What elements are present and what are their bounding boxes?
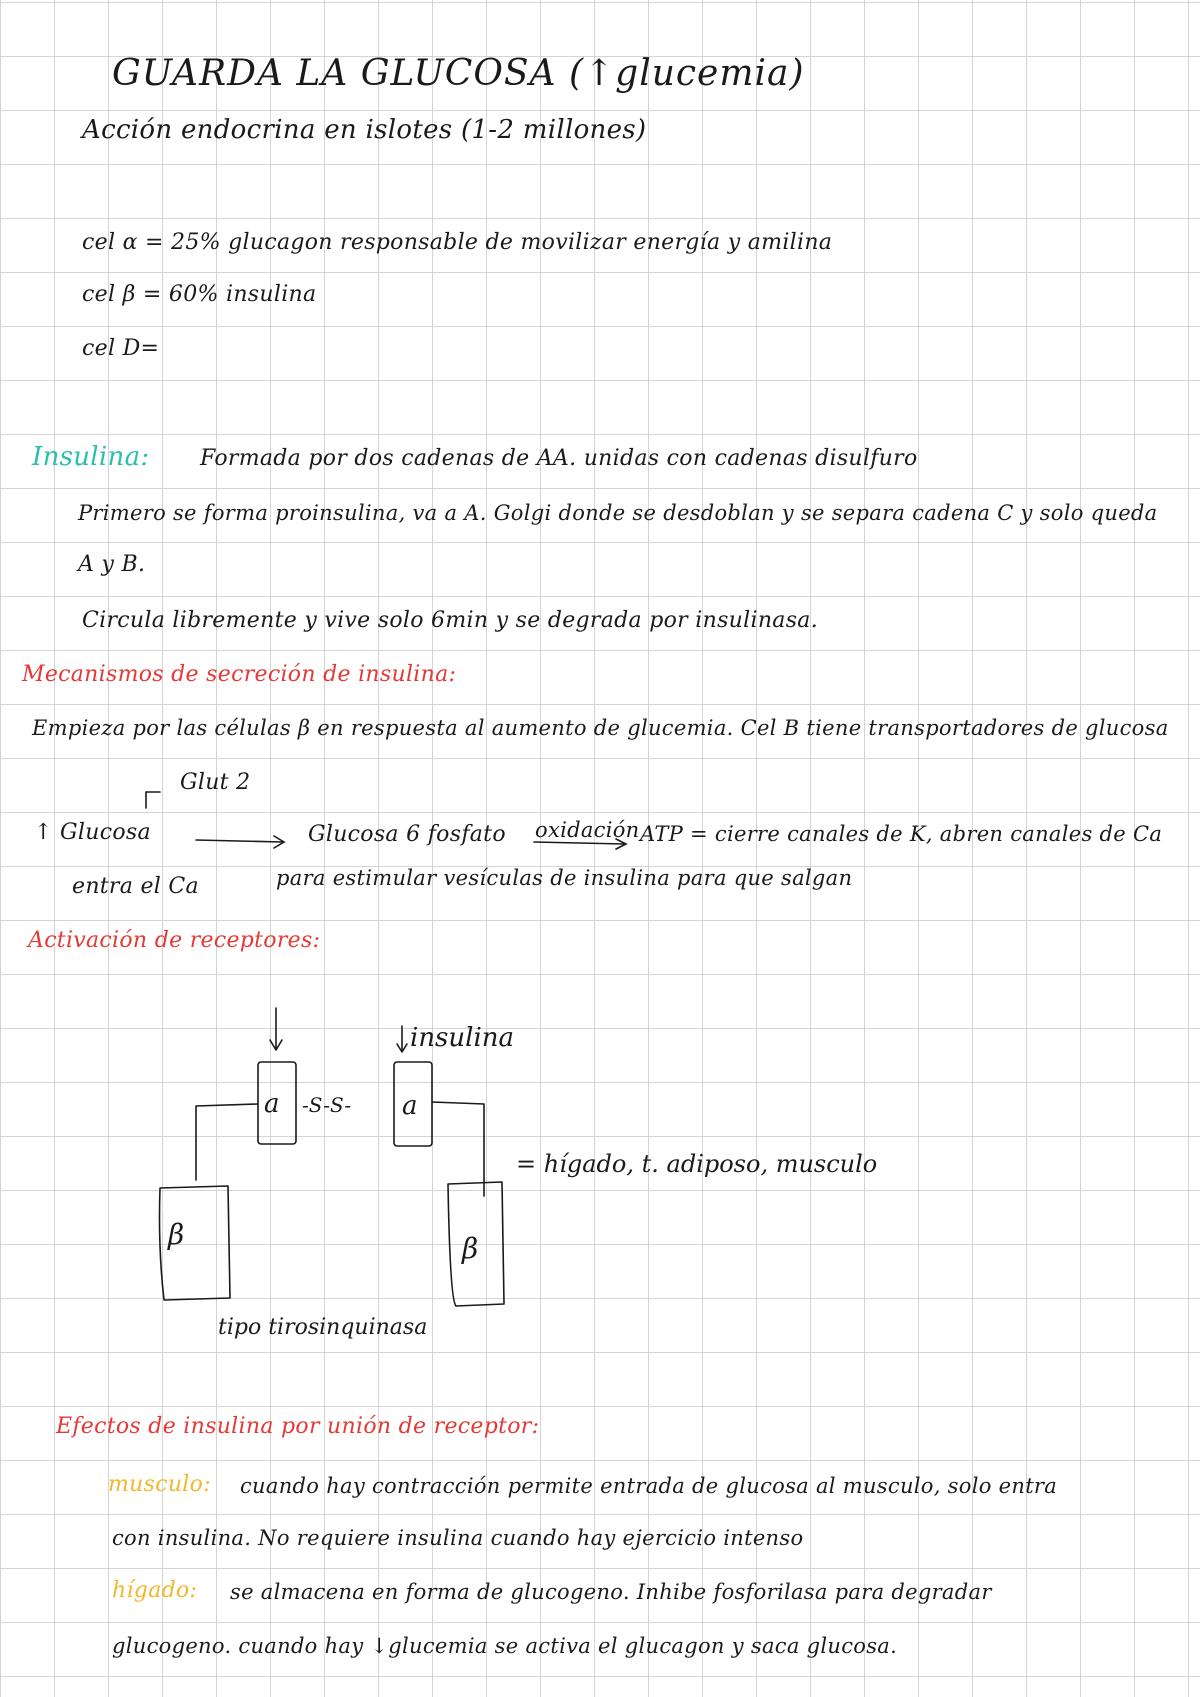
atp-line: ATP = cierre canales de K, abren canales de Ca	[640, 822, 1163, 846]
insulina-diagram-label: insulina	[410, 1023, 515, 1053]
insulina-line-2: Primero se forma proinsulina, va a A. Golgi donde se desdoblan y se separa cadena C y solo queda	[78, 501, 1158, 525]
glucosa-label: ↑ Glucosa	[34, 820, 151, 845]
insulina-heading: Insulina:	[32, 442, 150, 472]
insulina-line-1: Formada por dos cadenas de AA. unidas con cadenas disulfuro	[200, 446, 918, 471]
left-insulin-arrow-head	[270, 1040, 282, 1050]
secrecion-line-1: Empieza por las células β en respuesta al aumento de glucemia. Cel B tiene transportadores de glucosa	[32, 716, 1169, 740]
right-insulin-arrow-head	[397, 1044, 407, 1052]
efectos-heading: Efectos de insulina por unión de receptor:	[56, 1414, 540, 1439]
left-alpha-subunit	[258, 1062, 296, 1144]
higado-label: hígado:	[112, 1578, 198, 1603]
glut-label: Glut 2	[180, 770, 251, 795]
glucosa-6-fosfato-label: Glucosa 6 fosfato	[308, 822, 506, 847]
left-connector	[196, 1104, 258, 1180]
musculo-label: musculo:	[108, 1472, 211, 1497]
page-title: GUARDA LA GLUCOSA (↑glucemia)	[112, 53, 805, 94]
right-alpha-label: a	[402, 1091, 418, 1121]
higado-text-2: glucogeno. cuando hay ↓glucemia se activa el glucagon y saca glucosa.	[112, 1634, 898, 1658]
secrecion-heading: Mecanismos de secreción de insulina:	[22, 662, 457, 687]
right-beta-label: β	[462, 1232, 479, 1265]
glucosa-flow-arrow-head	[274, 836, 284, 848]
left-beta-label: β	[168, 1218, 185, 1251]
right-alpha-subunit	[394, 1062, 432, 1146]
cell-alpha-line: cel α = 25% glucagon responsable de movilizar energía y amilina	[82, 230, 833, 255]
secrecion-line-2: para estimular vesículas de insulina para que salgan	[276, 866, 853, 890]
right-beta-subunit	[448, 1182, 504, 1306]
tirosinquinasa-caption: tipo tirosinquinasa	[218, 1315, 428, 1340]
entra-ca-label: entra el Ca	[72, 874, 199, 899]
higado-text: se almacena en forma de glucogeno. Inhibe fosforilasa para degradar	[230, 1580, 992, 1604]
cell-delta-line: cel D=	[82, 336, 160, 361]
musculo-text: cuando hay contracción permite entrada de glucosa al musculo, solo entra	[240, 1474, 1058, 1498]
page-subtitle: Acción endocrina en islotes (1-2 millones)	[82, 115, 647, 145]
disulfide-bridge-label: -S-S-	[302, 1093, 352, 1117]
receptor-targets-label: = hígado, t. adiposo, musculo	[516, 1150, 878, 1178]
cell-beta-line: cel β = 60% insulina	[82, 282, 317, 307]
oxidacion-label: oxidación	[535, 818, 640, 842]
right-connector	[432, 1102, 484, 1196]
musculo-text-2: con insulina. No requiere insulina cuando hay ejercicio intenso	[112, 1526, 804, 1550]
oxidacion-arrow-shaft	[534, 842, 624, 844]
receptores-heading: Activación de receptores:	[28, 928, 321, 953]
insulina-line-4: Circula libremente y vive solo 6min y se degrada por insulinasa.	[82, 608, 819, 633]
left-alpha-label: a	[264, 1089, 280, 1119]
left-beta-subunit	[160, 1186, 231, 1300]
insulina-line-3: A y B.	[78, 552, 146, 577]
glucosa-flow-arrow-shaft	[196, 840, 282, 842]
